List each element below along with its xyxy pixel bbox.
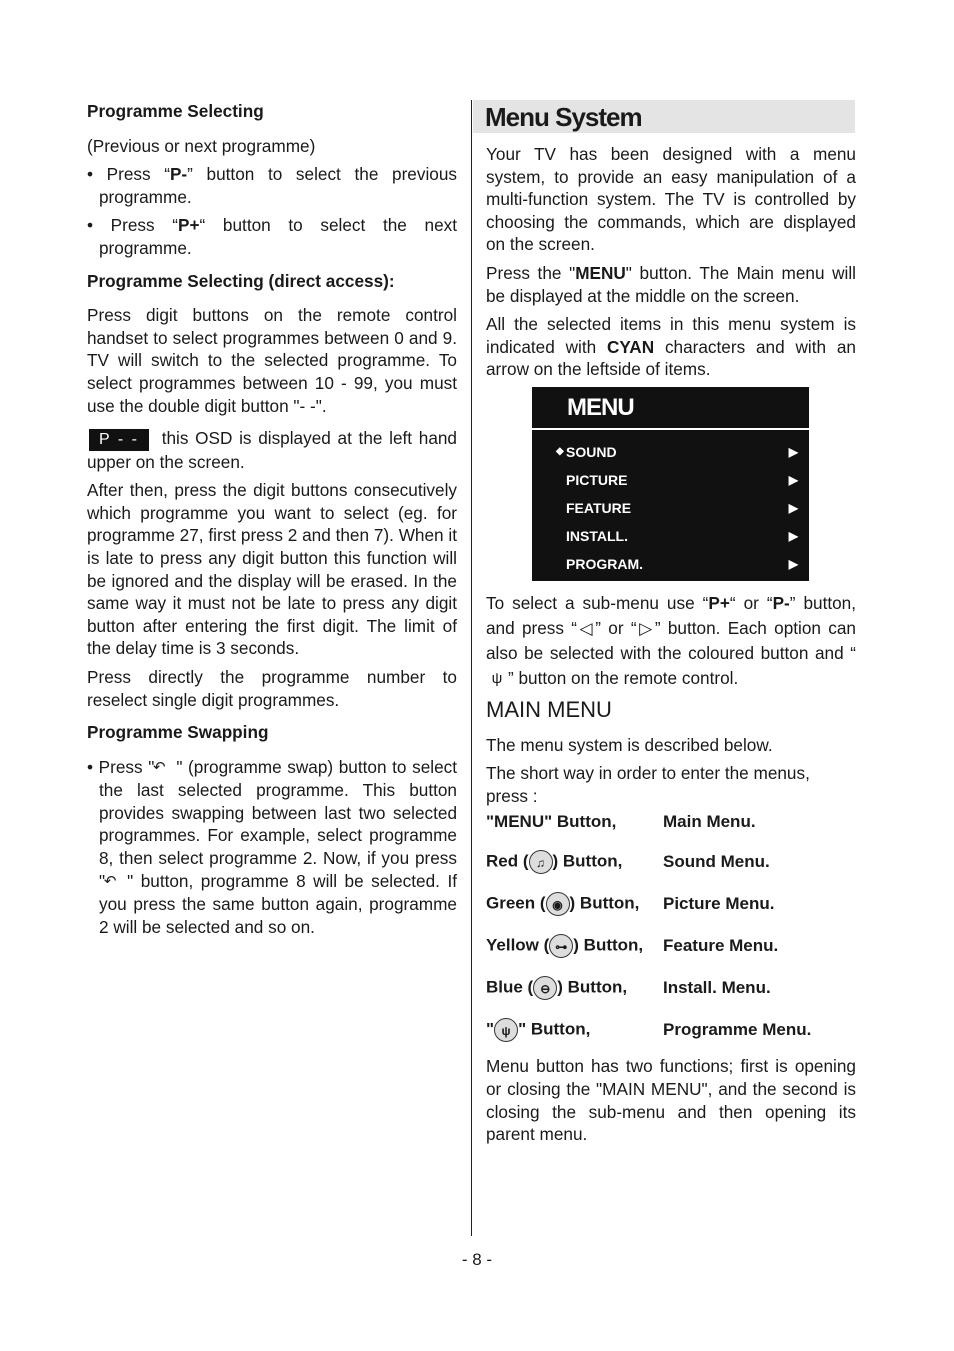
key-p-minus: P- [169,164,188,185]
key-p-plus: P+ [708,592,730,613]
text: “ or “ [729,592,773,613]
paragraph-cyan [486,313,856,381]
text: "MENU" Button, [486,812,617,832]
paragraph-intro: Your TV has been designed with a menu system, to provide an easy manipulation of a multi-function system. The TV is controlled by choosing the commands, which are displayed on the screen. [486,144,856,255]
feature-icon: ⊶ [549,934,573,958]
shortcut-menu: Install. Menu. [663,978,771,998]
table-row [486,925,811,967]
text: " button, programme 8 will be selected. If you press the same button again, programme 2 will be selected and so on. [99,870,457,937]
menu-item-sound [556,441,798,469]
left-triangle-icon: ◁ [577,617,596,638]
text: “ button to select the next programme. [99,215,457,258]
text: this OSD is displayed at the left hand upper on the screen. [87,428,457,472]
text: ” button to select the previous programme. [99,164,457,207]
text: • Press “ [87,215,179,236]
text: ) Button, [573,935,644,955]
text: ” button. Each option can also be selected with the coloured button and “ [486,617,856,663]
table-row [486,1009,811,1051]
column-divider [471,100,472,1236]
shortcut-menu: Picture Menu. [663,894,775,914]
text: Yellow ( [486,935,550,955]
chevron-right-icon: ▶ [788,556,798,571]
bullet-swap [87,756,457,938]
osd-indicator: P - - [89,429,149,451]
bullet-prev [87,163,457,208]
table-row [486,883,811,925]
page-number: - 8 - [461,1250,493,1269]
shortcut-key [486,841,663,883]
shortcut-menu: Feature Menu. [663,936,779,956]
swap-arrow-icon: ↶ [103,872,117,890]
shortcut-table [486,811,811,1051]
chevron-right-icon: ▶ [788,500,798,515]
shortcut-menu: Main Menu. [663,812,756,832]
left-column [87,96,457,944]
menu-items [556,441,798,581]
menu-item-install [566,525,798,553]
chevron-right-icon: ▶ [788,444,798,459]
menu-separator [532,428,809,430]
selection-marker-icon: ◆ [556,445,564,457]
text: " (programme swap) button to select the last selected programme. This button provides swapping between last two selected programmes. For example, select programme 8, then select programme 2. Now, if you press " [99,756,457,891]
menu-item-program [566,553,798,581]
menu-screenshot [532,387,809,581]
paragraph-consecutive: After then, press the digit buttons consecutively which programme you want to select (eg. for programme 27, first press 2 and then 7). When it is late to press any digit button this function will be ignored and the display will be erased. In the same way it must not be late to press any digit button after entering the first digit. The limit of the delay time is 3 seconds. [87,480,457,659]
shortcut-key [486,925,663,967]
install-icon: ⊖ [533,976,557,1000]
paragraph-menu-button [486,262,856,307]
table-row [486,841,811,883]
text: Red ( [486,851,529,871]
text: ” or “ [595,617,637,638]
shortcut-key [486,967,663,1009]
key-p-minus: P- [772,592,790,613]
menu-item-label: FEATURE [566,499,632,516]
text: characters and with an arrow on the leftside of items. [486,336,856,380]
paragraph-menu-functions: Menu button has two functions; first is opening or closing the "MAIN MENU", and the second is closing the sub-menu and then opening its parent menu. [486,1056,856,1145]
text: Press the " [486,262,576,283]
menu-item-label: INSTALL. [566,527,628,544]
paragraph-reselect: Press directly the programme number to reselect single digit programmes. [87,666,457,710]
paragraph-digits: Press digit buttons on the remote control handset to select programmes between 0 and 9. TV will switch to the selected programme. To select programmes between 10 - 99, you must use the double digit button "- -". [87,305,457,416]
text: ) Button, [569,893,640,913]
paragraph-described: The menu system is described below. [486,734,773,755]
shortcut-key [486,1009,663,1051]
menu-title: MENU [567,393,634,421]
text: ” button on the remote control. [508,667,739,688]
shortcut-key [486,883,663,925]
paragraph-osd [87,427,457,473]
key-cyan: CYAN [607,336,655,357]
menu-item-label: PROGRAM. [566,555,643,572]
subheading: (Previous or next programme) [87,135,316,156]
text: " button. The Main menu will be displayed at the middle on the screen. [486,262,856,306]
menu-item-label: SOUND [566,443,617,460]
menu-item-feature [566,497,798,525]
heading-main-menu: MAIN MENU [486,696,612,722]
key-menu: MENU [575,262,626,283]
right-triangle-icon: ▷ [636,617,655,638]
text: All the selected items in this menu system is indicated with [486,314,856,357]
text: " Button, [518,1019,591,1039]
shortcut-menu: Sound Menu. [663,852,770,872]
key-p-plus: P+ [178,215,200,236]
music-note-icon: ♫ [529,850,553,874]
heading-swapping: Programme Swapping [87,722,269,743]
right-column [486,96,856,1152]
table-row [486,811,811,841]
antenna-icon: ψ [494,1018,518,1042]
text: To select a sub-menu use “ [486,592,709,613]
text: Blue ( [486,977,534,997]
bullet-next [87,214,457,259]
text: Green ( [486,893,546,913]
shortcut-key [486,811,663,841]
swap-arrow-icon: ↶ [153,759,166,777]
eye-icon: ◉ [546,892,570,916]
text: ) Button, [552,851,623,871]
chevron-right-icon: ▶ [788,472,798,487]
text: • Press “ [87,164,170,185]
text: ) Button, [557,977,628,997]
heading-programme-selecting: Programme Selecting [87,101,264,121]
shortcut-menu: Programme Menu. [663,1020,812,1040]
antenna-icon: ψ [491,670,503,688]
text: " [486,1019,495,1039]
chevron-right-icon: ▶ [788,528,798,543]
text: • Press " [87,756,155,777]
menu-item-label: PICTURE [566,471,628,488]
heading-direct-access: Programme Selecting (direct access): [87,270,395,291]
text: ” button, and press “ [486,592,857,638]
menu-item-picture [566,469,798,497]
section-title: Menu System [473,100,855,133]
paragraph-short-way: The short way in order to enter the menus, press : [486,763,810,806]
paragraph-submenu [486,591,856,691]
table-row [486,967,811,1009]
